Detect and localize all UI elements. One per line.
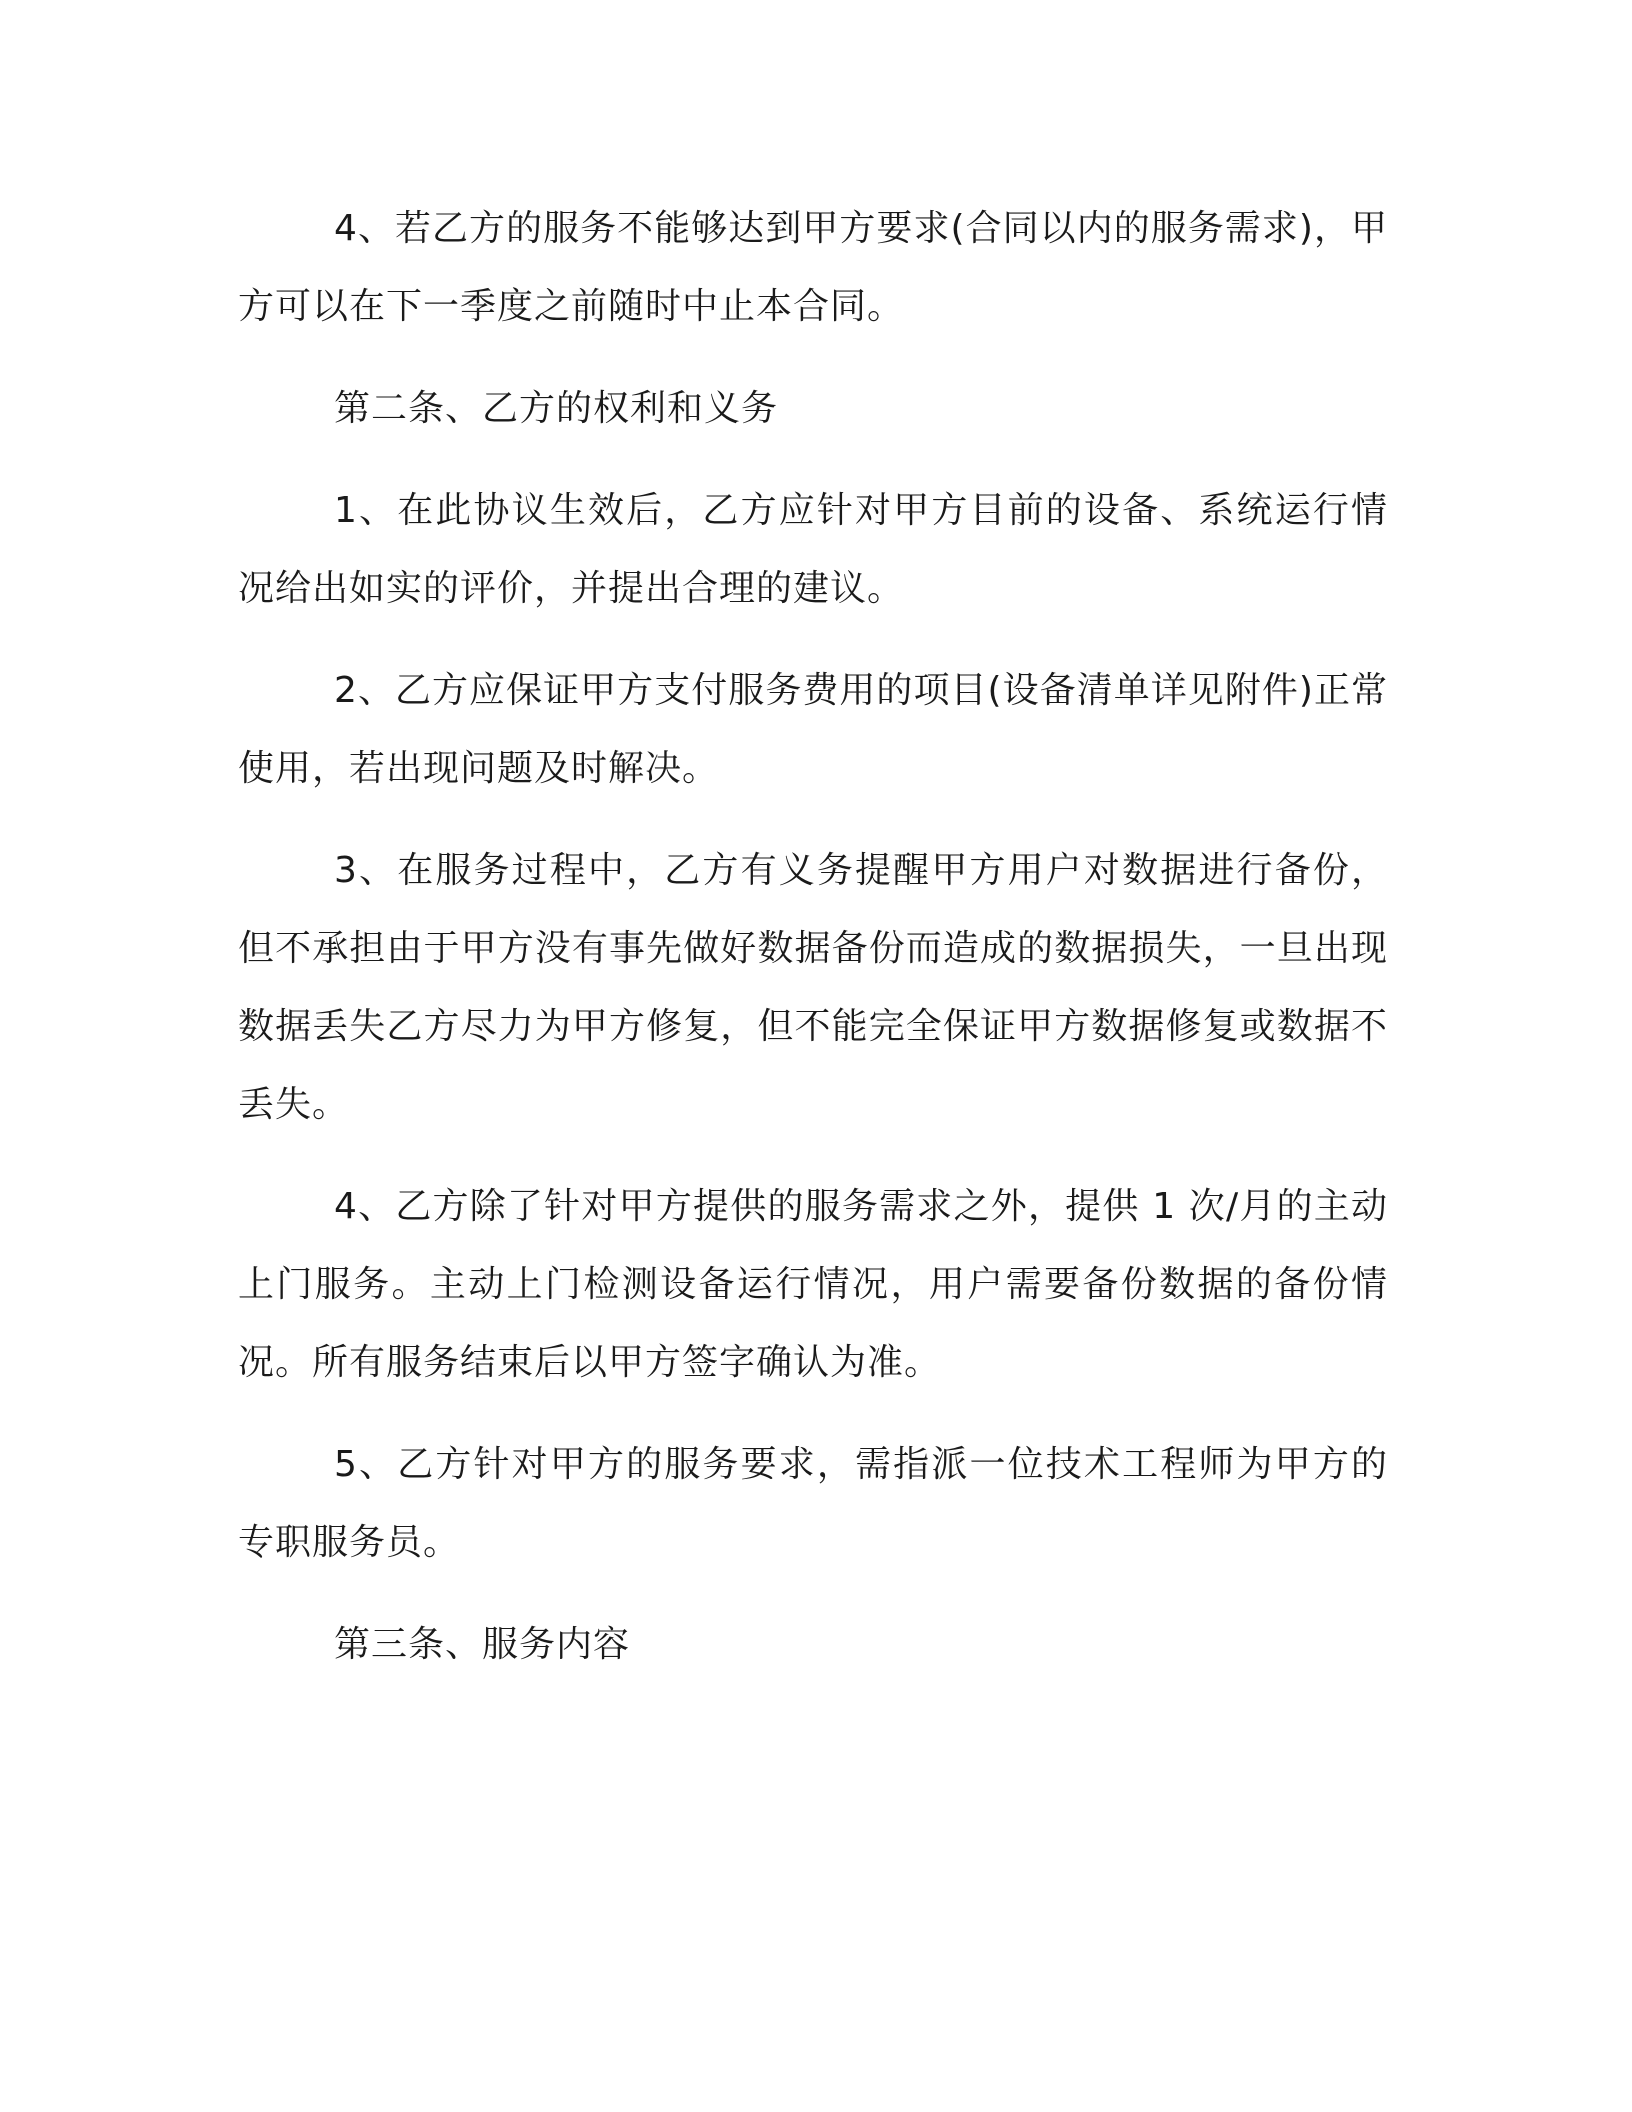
clause-paragraph-normal-use: 2、乙方应保证甲方支付服务费用的项目(设备清单详见附件)正常使用，若出现问题及时解决。: [238, 670, 1388, 789]
section-heading-article-2: 第二条、乙方的权利和义务: [334, 388, 779, 429]
section-heading-article-3: 第三条、服务内容: [334, 1624, 631, 1665]
clause-paragraph-termination: 4、若乙方的服务不能够达到甲方要求(合同以内的服务需求)，甲方可以在下一季度之前随时中止本合同。: [238, 208, 1388, 327]
clause-paragraph-evaluation: 1、在此协议生效后，乙方应针对甲方目前的设备、系统运行情况给出如实的评价，并提出合理的建议。: [238, 490, 1388, 609]
clause-paragraph-engineer: 5、乙方针对甲方的服务要求，需指派一位技术工程师为甲方的专职服务员。: [238, 1444, 1388, 1563]
clause-paragraph-onsite-service: 4、乙方除了针对甲方提供的服务需求之外，提供 1 次/月的主动上门服务。主动上门检测设备运行情况，用户需要备份数据的备份情况。所有服务结束后以甲方签字确认为准。: [238, 1186, 1388, 1383]
clause-paragraph-data-backup: 3、在服务过程中，乙方有义务提醒甲方用户对数据进行备份，但不承担由于甲方没有事先做好数据备份而造成的数据损失，一旦出现数据丢失乙方尽力为甲方修复，但不能完全保证甲方数据修复或数据不丢失。: [238, 850, 1388, 1125]
